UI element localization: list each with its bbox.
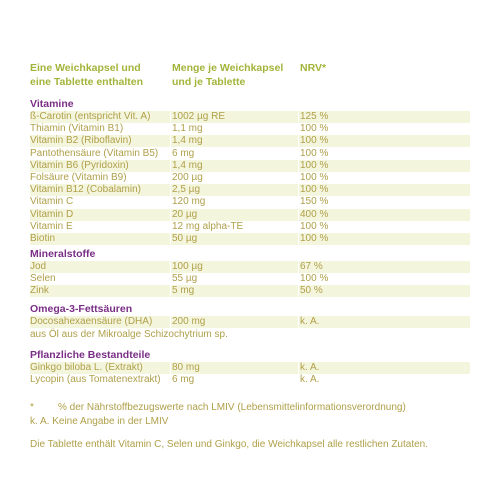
header-nrv: NRV* [300, 62, 327, 74]
table-row [30, 273, 470, 285]
nutrient-nrv: 100 % [300, 148, 329, 159]
header-ingredient [30, 61, 170, 89]
table-row [30, 374, 470, 386]
nutrient-amount: 20 µg [172, 209, 198, 220]
nutrient-name: Vitamin D [30, 209, 74, 220]
nutrient-name: Zink [30, 285, 49, 296]
nutrient-amount: 55 µg [172, 273, 198, 284]
nutrient-nrv: 100 % [300, 184, 329, 195]
nutrient-amount: 1,4 mg [172, 160, 203, 171]
nutrient-name: Lycopin (aus Tomatenextrakt) [30, 374, 161, 385]
table-row [30, 233, 470, 245]
footnote-star-text: % der Nährstoffbezugswerte nach LMIV (Lebensmittelinformationsverordnung) [58, 402, 406, 413]
table-row [30, 362, 470, 374]
nutrient-name: Folsäure (Vitamin B9) [30, 172, 127, 183]
header-amount-line2: und je Tablette [172, 76, 246, 88]
table-row [30, 285, 470, 297]
nutrient-amount: 120 mg [172, 196, 206, 207]
nutrient-nrv: 100 % [300, 160, 329, 171]
closing-note: Die Tablette enthält Vitamin C, Selen und Ginkgo, die Weichkapsel alle restlichen Zutaten. [30, 439, 429, 450]
table-row [30, 196, 470, 208]
table-row [30, 209, 470, 221]
nutrient-name: Selen [30, 273, 56, 284]
nutrient-name: Docosahexaensäure (DHA) [30, 316, 153, 327]
nutrient-name: ß-Carotin (entspricht Vit. A) [30, 111, 151, 122]
nutrient-name: Vitamin E [30, 221, 73, 232]
nutrient-amount: 5 mg [172, 285, 195, 296]
section-title: Vitamine [30, 98, 74, 110]
nutrient-amount: 12 mg alpha-TE [172, 221, 244, 232]
nutrient-name: Vitamin B12 (Cobalamin) [30, 184, 141, 195]
table-row [30, 221, 470, 233]
nutrient-amount: 50 µg [172, 233, 198, 244]
nutrient-amount: 100 µg [172, 261, 203, 272]
nutrient-nrv: 100 % [300, 172, 329, 183]
table-row [30, 316, 470, 328]
section-title: Mineralstoffe [30, 248, 96, 260]
nutrient-amount: 1,1 mg [172, 123, 203, 134]
table-row [30, 184, 470, 196]
header-amount [172, 61, 297, 89]
table-row [30, 111, 470, 123]
nutrient-name: Biotin [30, 233, 56, 244]
nutrient-name: Vitamin B6 (Pyridoxin) [30, 160, 129, 171]
nutrient-nrv: k. A. [300, 362, 320, 373]
section-title: Omega-3-Fettsäuren [30, 303, 133, 315]
nutrient-nrv: 100 % [300, 123, 329, 134]
nutrient-nrv: 100 % [300, 135, 329, 146]
nutrient-nrv: 125 % [300, 111, 329, 122]
table-row [30, 135, 470, 147]
nutrient-nrv: 100 % [300, 233, 329, 244]
nutrient-nrv: 67 % [300, 261, 323, 272]
nutrient-name: Vitamin C [30, 196, 74, 207]
nutrient-amount: 2,5 µg [172, 184, 201, 195]
footnote-star-mark: * [30, 402, 34, 413]
section-note: aus Öl aus der Mikroalge Schizochytrium sp. [30, 329, 228, 340]
footnote-ka: k. A. Keine Angabe in der LMIV [30, 416, 169, 427]
nutrient-amount: 6 mg [172, 148, 195, 159]
table-row [30, 123, 470, 135]
nutrient-name: Jod [30, 261, 47, 272]
header-ingredient-line1: Eine Weichkapsel und [30, 62, 141, 74]
nutrient-amount: 200 µg [172, 172, 203, 183]
nutrient-name: Pantothensäure (Vitamin B5) [30, 148, 159, 159]
nutrient-amount: 1,4 mg [172, 135, 203, 146]
nutrient-amount: 6 mg [172, 374, 195, 385]
nutrient-nrv: 100 % [300, 221, 329, 232]
nutrient-amount: 80 mg [172, 362, 200, 373]
table-row [30, 261, 470, 273]
section-title: Pflanzliche Bestandteile [30, 349, 151, 361]
nutrient-name: Thiamin (Vitamin B1) [30, 123, 124, 134]
header-amount-line1: Menge je Weichkapsel [172, 62, 284, 74]
table-row [30, 148, 470, 160]
nutrient-nrv: 150 % [300, 196, 329, 207]
nutrient-nrv: 50 % [300, 285, 323, 296]
table-row [30, 160, 470, 172]
header-ingredient-line2: eine Tablette enthalten [30, 76, 143, 88]
nutrient-amount: 200 mg [172, 316, 206, 327]
nutrient-amount: 1002 µg RE [172, 111, 226, 122]
nutrient-name: Vitamin B2 (Riboflavin) [30, 135, 132, 146]
table-row [30, 172, 470, 184]
nutrient-nrv: k. A. [300, 374, 320, 385]
nutrient-nrv: 100 % [300, 273, 329, 284]
nutrient-nrv: 400 % [300, 209, 329, 220]
nutrient-nrv: k. A. [300, 316, 320, 327]
nutrient-name: Ginkgo biloba L. (Extrakt) [30, 362, 143, 373]
